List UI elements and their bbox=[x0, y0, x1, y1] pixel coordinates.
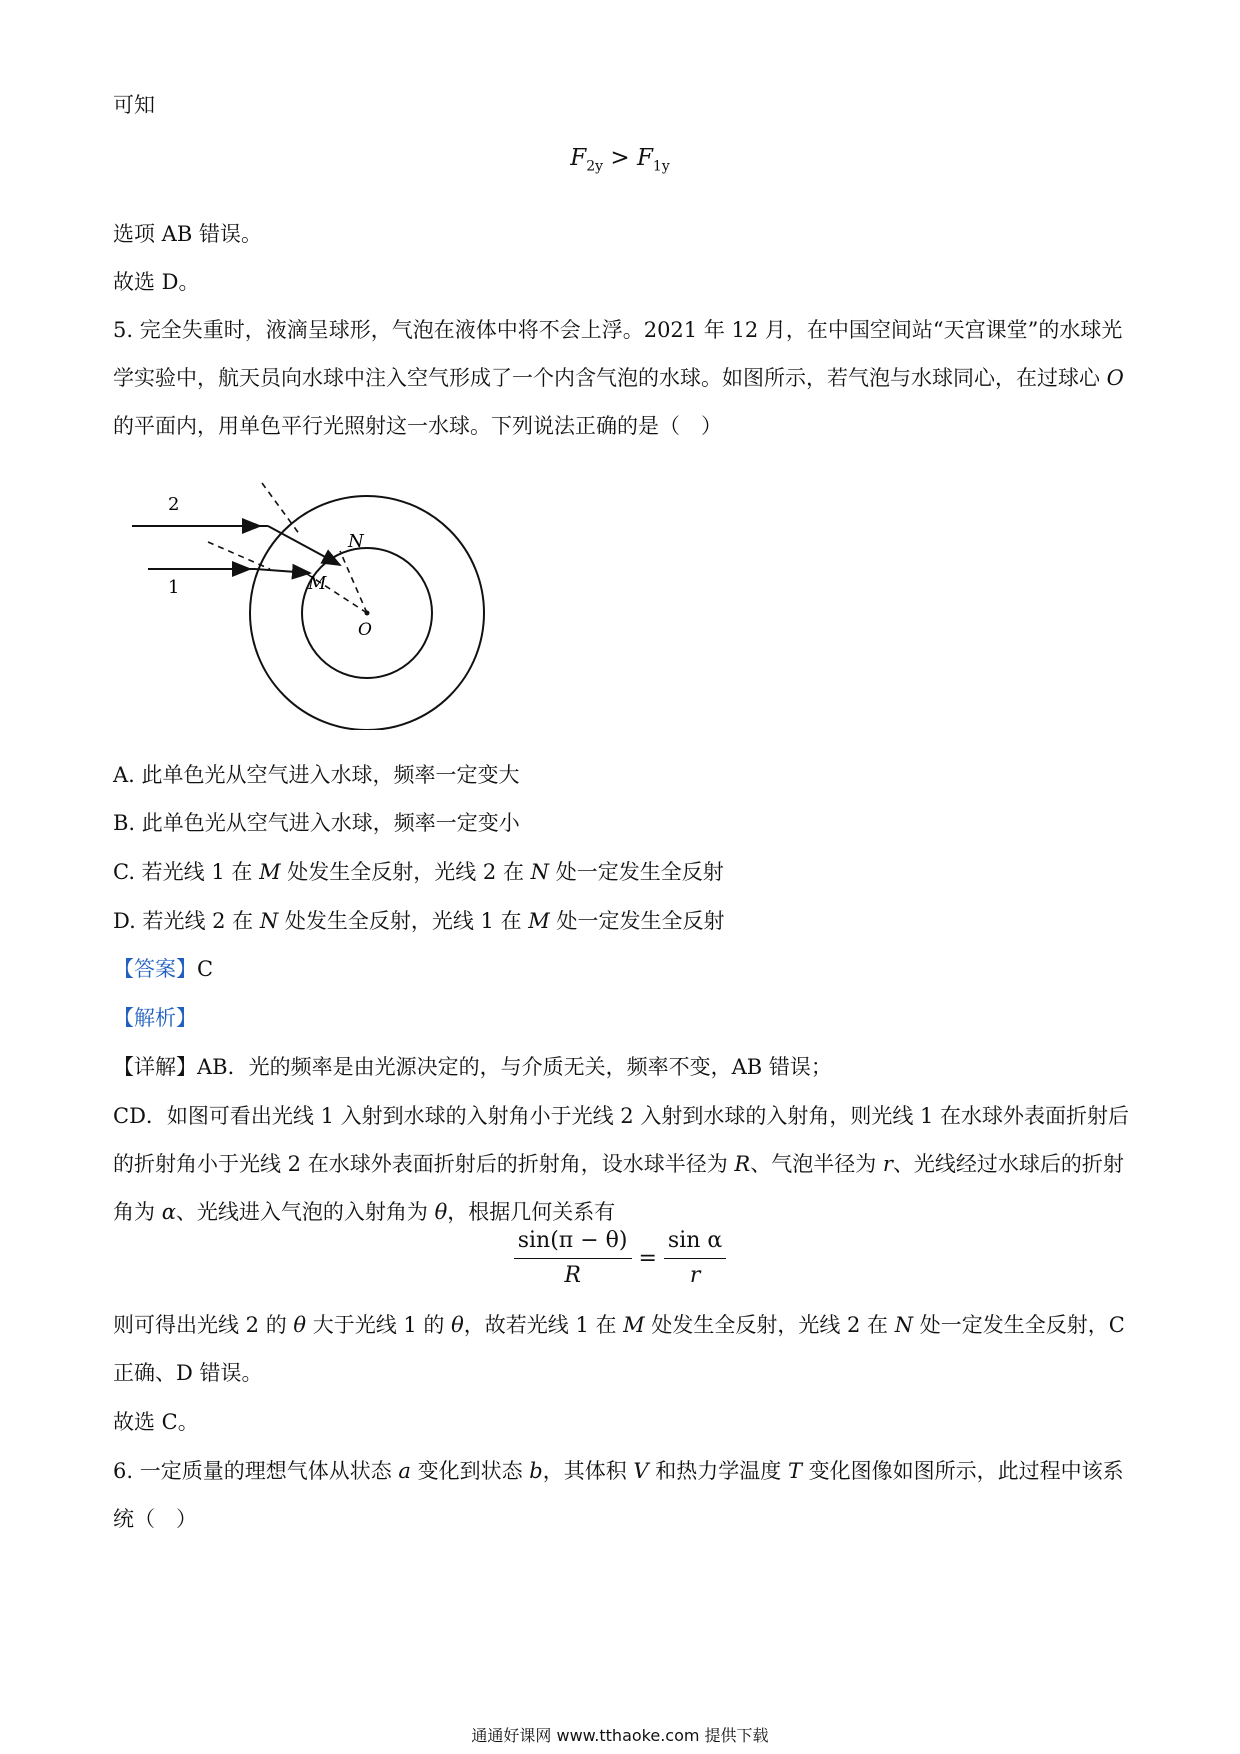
detail-cd-part-5: ，根据几何关系有 bbox=[447, 1200, 616, 1224]
q5-stem-var-o: O bbox=[1106, 366, 1124, 390]
var-big-r: R bbox=[734, 1152, 751, 1176]
formula-left-numerator: sin(π − θ) bbox=[514, 1226, 632, 1259]
q6-var-b: b bbox=[529, 1459, 543, 1483]
option-c-part-2: 处发生全反射，光线 2 在 bbox=[280, 860, 531, 884]
detail-cd-part-1: CD．如图可看出光线 1 入射到水球的入射角小于光线 2 入射到水球的入射角，则光线 1 在水球外表面折射后的折射角小于光线 2 在水球外表面折射后的折射角，设水球半径为 bbox=[113, 1104, 1130, 1176]
option-d-var-n: N bbox=[259, 909, 279, 933]
var-theta: θ bbox=[434, 1200, 448, 1224]
q6-var-v: V bbox=[633, 1459, 649, 1483]
intro-text: 可知 bbox=[113, 93, 155, 117]
q5-stem-part-a: 5. 完全失重时，液滴呈球形，气泡在液体中将不会上浮。2021 年 12 月，在中国空间站“天宫课堂”的水球光学实验中，航天员向水球中注入空气形成了一个内含气泡的水球。如图所示，若气泡与水球同心，在过球心 bbox=[113, 318, 1123, 390]
formula-right-fraction bbox=[664, 1226, 726, 1291]
page-footer: 通通好课网 www.tthaoke.com 提供下载 bbox=[471, 1726, 769, 1745]
detail-cd-part-2: 、气泡半径为 bbox=[750, 1152, 883, 1176]
center-label-o: O bbox=[358, 620, 372, 640]
option-c-part-3: 处一定发生全反射 bbox=[549, 860, 724, 884]
point-label-n: N bbox=[348, 531, 364, 552]
option-b: B. 此单色光从空气进入水球，频率一定变小 bbox=[113, 811, 520, 835]
ray-2-refracted bbox=[268, 526, 340, 565]
ray-label-2: 2 bbox=[168, 494, 180, 515]
option-d-part-3: 处一定发生全反射 bbox=[549, 909, 725, 933]
point-label-m: M bbox=[308, 573, 327, 594]
conclusion-part-4: 处发生全反射，光线 2 在 bbox=[644, 1313, 895, 1337]
q6-part-2: 变化到状态 bbox=[410, 1459, 530, 1483]
intro-line-choice: 故选 D。 bbox=[113, 270, 200, 294]
option-c-part-1: C. 若光线 1 在 bbox=[113, 860, 260, 884]
conclusion-part-1: 则可得出光线 2 的 bbox=[113, 1313, 294, 1337]
detail-ab: 【详解】AB．光的频率是由光源决定的，与介质无关，频率不变，AB 错误； bbox=[113, 1055, 832, 1079]
normal-line-ray-1 bbox=[208, 542, 270, 569]
option-d-var-m: M bbox=[528, 909, 550, 933]
formula-equals: = bbox=[631, 1246, 664, 1271]
conclusion bbox=[113, 1301, 1133, 1397]
equation-f2y-gt-f1y bbox=[0, 138, 1240, 187]
ray-label-1: 1 bbox=[168, 577, 180, 598]
q6-part-1: 6. 一定质量的理想气体从状态 bbox=[113, 1459, 399, 1483]
answer-value: C bbox=[197, 957, 214, 981]
option-c-var-m: M bbox=[259, 860, 281, 884]
intro-line-ab: 选项 AB 错误。 bbox=[113, 222, 262, 246]
eq-operator: > bbox=[603, 145, 637, 171]
formula-right-denominator: r bbox=[689, 1263, 701, 1288]
eq-rhs-base: F bbox=[636, 145, 653, 171]
q6-part-3: ，其体积 bbox=[542, 1459, 634, 1483]
eq-lhs-base: F bbox=[570, 145, 587, 171]
q5-stem-part-b: 的平面内，用单色平行光照射这一水球。下列说法正确的是（ ） bbox=[113, 414, 722, 438]
conclusion-theta-1: θ bbox=[293, 1313, 307, 1337]
q5-choice: 故选 C。 bbox=[113, 1410, 199, 1434]
q6-var-a: a bbox=[398, 1459, 411, 1483]
eq-lhs-sub: 2y bbox=[586, 158, 604, 175]
formula-left-fraction bbox=[514, 1226, 632, 1291]
eq-rhs-sub: 1y bbox=[652, 158, 670, 175]
detail-cd-part-4: 、光线进入气泡的入射角为 bbox=[175, 1200, 435, 1224]
normal-line-ray-2 bbox=[262, 483, 300, 535]
option-d-part-2: 处发生全反射，光线 1 在 bbox=[278, 909, 529, 933]
q6-part-5: 变化图像如图所示，此过程中该系统（ ） bbox=[113, 1459, 1124, 1531]
formula-right-numerator: sin α bbox=[664, 1226, 726, 1259]
answer-tag: 【答案】 bbox=[113, 957, 197, 981]
ray-1-refracted bbox=[255, 569, 310, 573]
analysis-tag-text: 【解析】 bbox=[113, 1006, 197, 1030]
q5-stem bbox=[113, 306, 1133, 450]
option-d bbox=[113, 906, 724, 936]
option-c bbox=[113, 857, 724, 887]
water-ball-figure bbox=[120, 465, 500, 730]
q6-part-4: 和热力学温度 bbox=[648, 1459, 788, 1483]
option-a: A. 此单色光从空气进入水球，频率一定变大 bbox=[113, 763, 520, 787]
conclusion-theta-2: θ bbox=[451, 1313, 464, 1337]
conclusion-part-3: ，故若光线 1 在 bbox=[463, 1313, 624, 1337]
conclusion-part-2: 大于光线 1 的 bbox=[306, 1313, 452, 1337]
detail-cd-part-3: 、光线经过水球后的折射角为 bbox=[113, 1152, 1124, 1224]
conclusion-var-m: M bbox=[623, 1313, 645, 1337]
detail-cd bbox=[113, 1092, 1133, 1236]
q6-var-t: T bbox=[787, 1459, 802, 1483]
formula-left-denominator: R bbox=[564, 1263, 581, 1288]
answer-line bbox=[113, 945, 1133, 993]
conclusion-part-5: 处一定发生全反射，C 正确、D 错误。 bbox=[113, 1313, 1125, 1385]
conclusion-var-n: N bbox=[894, 1313, 914, 1337]
var-alpha: α bbox=[161, 1200, 176, 1224]
analysis-tag bbox=[113, 994, 1133, 1042]
var-small-r: r bbox=[882, 1152, 893, 1176]
option-c-var-n: N bbox=[530, 860, 550, 884]
geometry-formula bbox=[0, 1226, 1240, 1291]
q6-stem bbox=[113, 1447, 1133, 1543]
option-d-part-1: D. 若光线 2 在 bbox=[113, 909, 260, 933]
